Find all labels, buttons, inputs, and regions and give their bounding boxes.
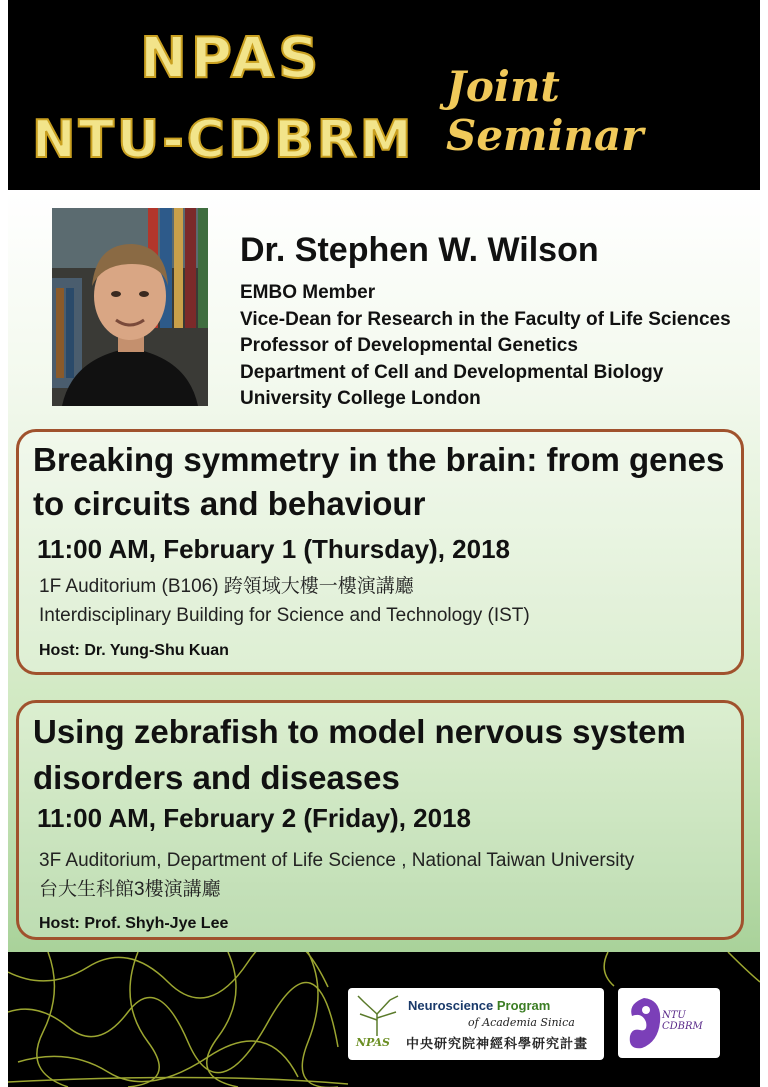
affiliation-line: Professor of Developmental Genetics bbox=[240, 335, 578, 356]
npas-title: NPAS bbox=[140, 26, 323, 91]
affiliation-line: Department of Cell and Developmental Biology bbox=[240, 361, 664, 383]
speaker-affiliations bbox=[240, 280, 731, 413]
talk-title: Using zebrafish to model nervous system disorders and diseases bbox=[33, 713, 686, 796]
ntu-cdbrm-title: NTU-CDBRM bbox=[32, 110, 415, 170]
talk-host: Host: Dr. Yung-Shu Kuan bbox=[39, 642, 229, 659]
talk-datetime: 11:00 AM, February 2 (Friday), 2018 bbox=[37, 803, 472, 833]
affiliation-line: EMBO Member bbox=[240, 282, 376, 303]
affiliation-line: University College London bbox=[240, 388, 481, 409]
talk-venue-line: 3F Auditorium, Department of Life Science , National Taiwan University bbox=[39, 850, 635, 871]
speaker-photo bbox=[52, 208, 208, 406]
talk-venue-line: 台大生科館3樓演講廳 bbox=[39, 879, 221, 900]
cdbrm-text-line: CDBRM bbox=[662, 1021, 703, 1032]
joint-seminar-label: Joint Seminar bbox=[446, 62, 644, 160]
cdbrm-text bbox=[662, 1010, 703, 1032]
np-subtitle: of Academia Sinica bbox=[468, 1016, 575, 1029]
neuroscience-program-logo bbox=[348, 988, 604, 1060]
np-chinese-name: 中央研究院神經科學研究計畫 bbox=[406, 1036, 589, 1051]
np-title bbox=[408, 998, 550, 1013]
talk-title: Breaking symmetry in the brain: from genes to circuits and behaviour bbox=[33, 441, 725, 522]
np-npas-mark: NPAS bbox=[356, 1036, 391, 1049]
talk-card-1 bbox=[16, 429, 744, 675]
np-title-word: Neuroscience bbox=[408, 998, 497, 1013]
np-title-word: Program bbox=[496, 998, 551, 1013]
talk-datetime: 11:00 AM, February 1 (Thursday), 2018 bbox=[37, 534, 511, 564]
neuron-tree-icon bbox=[352, 994, 402, 1036]
cdbrm-text-line: NTU bbox=[662, 1010, 686, 1021]
talk-venue-line: Interdisciplinary Building for Science and Technology (IST) bbox=[39, 605, 530, 626]
embryo-icon bbox=[622, 994, 666, 1052]
talk-card-2 bbox=[16, 700, 744, 940]
affiliation-line: Vice-Dean for Research in the Faculty of Life Sciences bbox=[240, 308, 731, 330]
ntu-cdbrm-logo bbox=[618, 988, 720, 1058]
speaker-name: Dr. Stephen W. Wilson bbox=[240, 231, 599, 269]
talk-host: Host: Prof. Shyh-Jye Lee bbox=[39, 915, 229, 932]
talk-venue-line: 1F Auditorium (B106) 跨領域大樓一樓演講廳 bbox=[39, 576, 414, 597]
